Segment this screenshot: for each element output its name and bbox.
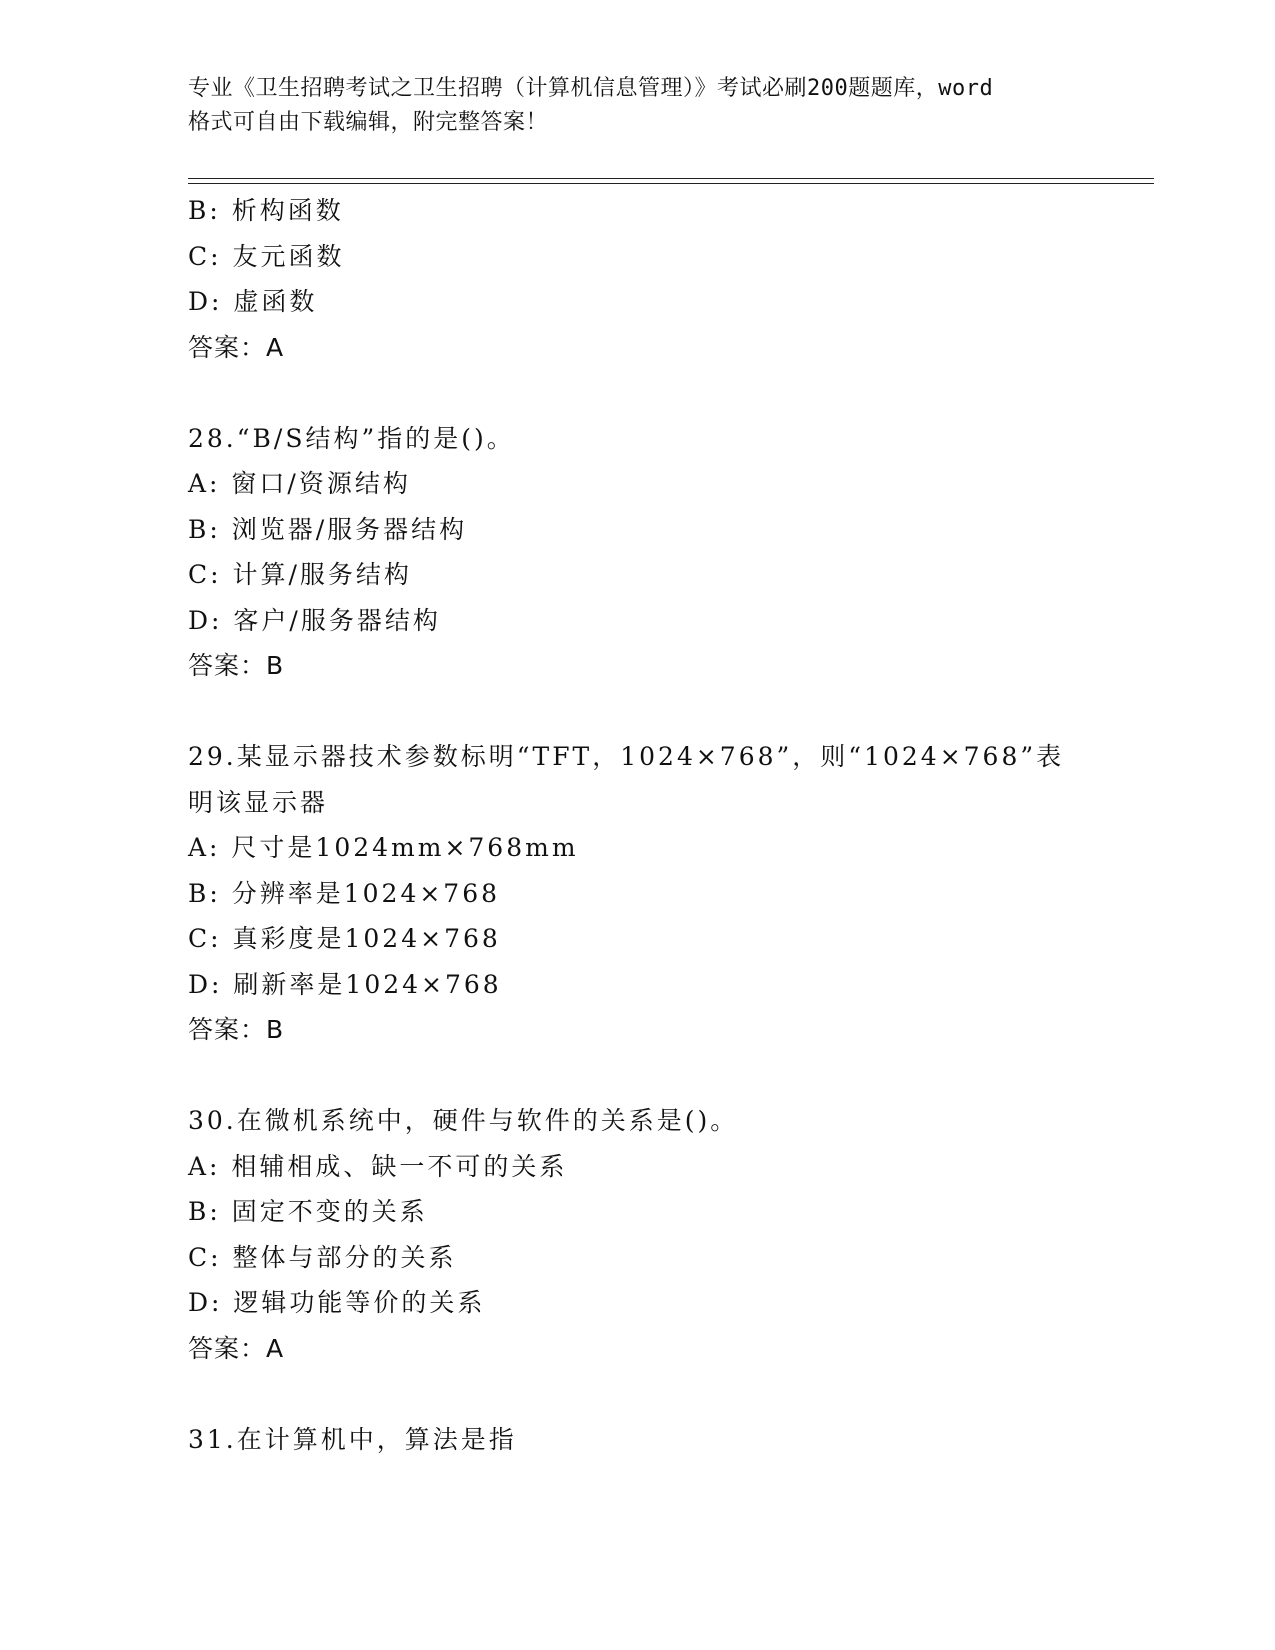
option-b: B: 固定不变的关系	[188, 1197, 428, 1226]
option-c: C: 友元函数	[188, 241, 345, 271]
option-d: D: 客户/服务器结构	[188, 605, 441, 635]
answer: 答案：A	[188, 1333, 285, 1363]
header-divider-top	[188, 178, 1154, 179]
option-d: D: 虚函数	[188, 287, 318, 316]
question-27-continued	[188, 188, 1148, 370]
question-29	[188, 734, 1148, 1053]
option-c: C: 计算/服务结构	[188, 560, 412, 589]
question-stem: 28.“B/S结构”指的是()。	[188, 423, 515, 453]
spacer	[188, 1371, 1148, 1417]
question-30	[188, 1098, 1148, 1371]
question-content	[188, 188, 1148, 1462]
question-stem-line-1: 29.某显示器技术参数标明“TFT，1024×768”，则“1024×768”表	[188, 742, 1065, 771]
option-b: B: 浏览器/服务器结构	[188, 514, 468, 544]
answer: 答案：B	[188, 651, 285, 680]
header-line-1: 专业《卫生招聘考试之卫生招聘（计算机信息管理）》考试必刷200题题库，word	[188, 76, 994, 101]
option-a: A: 窗口/资源结构	[188, 469, 411, 498]
question-stem: 31.在计算机中，算法是指	[188, 1424, 517, 1454]
option-c: C: 真彩度是1024×768	[188, 924, 501, 953]
question-31	[188, 1417, 1148, 1463]
answer: 答案：B	[188, 1015, 285, 1044]
header-line-2: 格式可自由下载编辑，附完整答案！	[188, 110, 549, 135]
spacer	[188, 370, 1148, 416]
option-c: C: 整体与部分的关系	[188, 1242, 457, 1272]
option-b: B: 分辨率是1024×768	[188, 878, 501, 908]
document-header	[188, 72, 1108, 140]
spacer	[188, 689, 1148, 735]
question-stem: 30.在微机系统中，硬件与软件的关系是()。	[188, 1106, 739, 1135]
option-d: D: 逻辑功能等价的关系	[188, 1288, 486, 1317]
header-divider-bottom	[188, 183, 1154, 184]
spacer	[188, 1053, 1148, 1099]
option-d: D: 刷新率是1024×768	[188, 969, 502, 999]
question-stem-line-2: 明该显示器	[188, 787, 329, 817]
option-a: A: 尺寸是1024mm×768mm	[188, 833, 579, 862]
option-b: B: 析构函数	[188, 196, 344, 225]
option-a: A: 相辅相成、缺一不可的关系	[188, 1151, 568, 1181]
question-28	[188, 416, 1148, 689]
answer: 答案：A	[188, 332, 285, 362]
